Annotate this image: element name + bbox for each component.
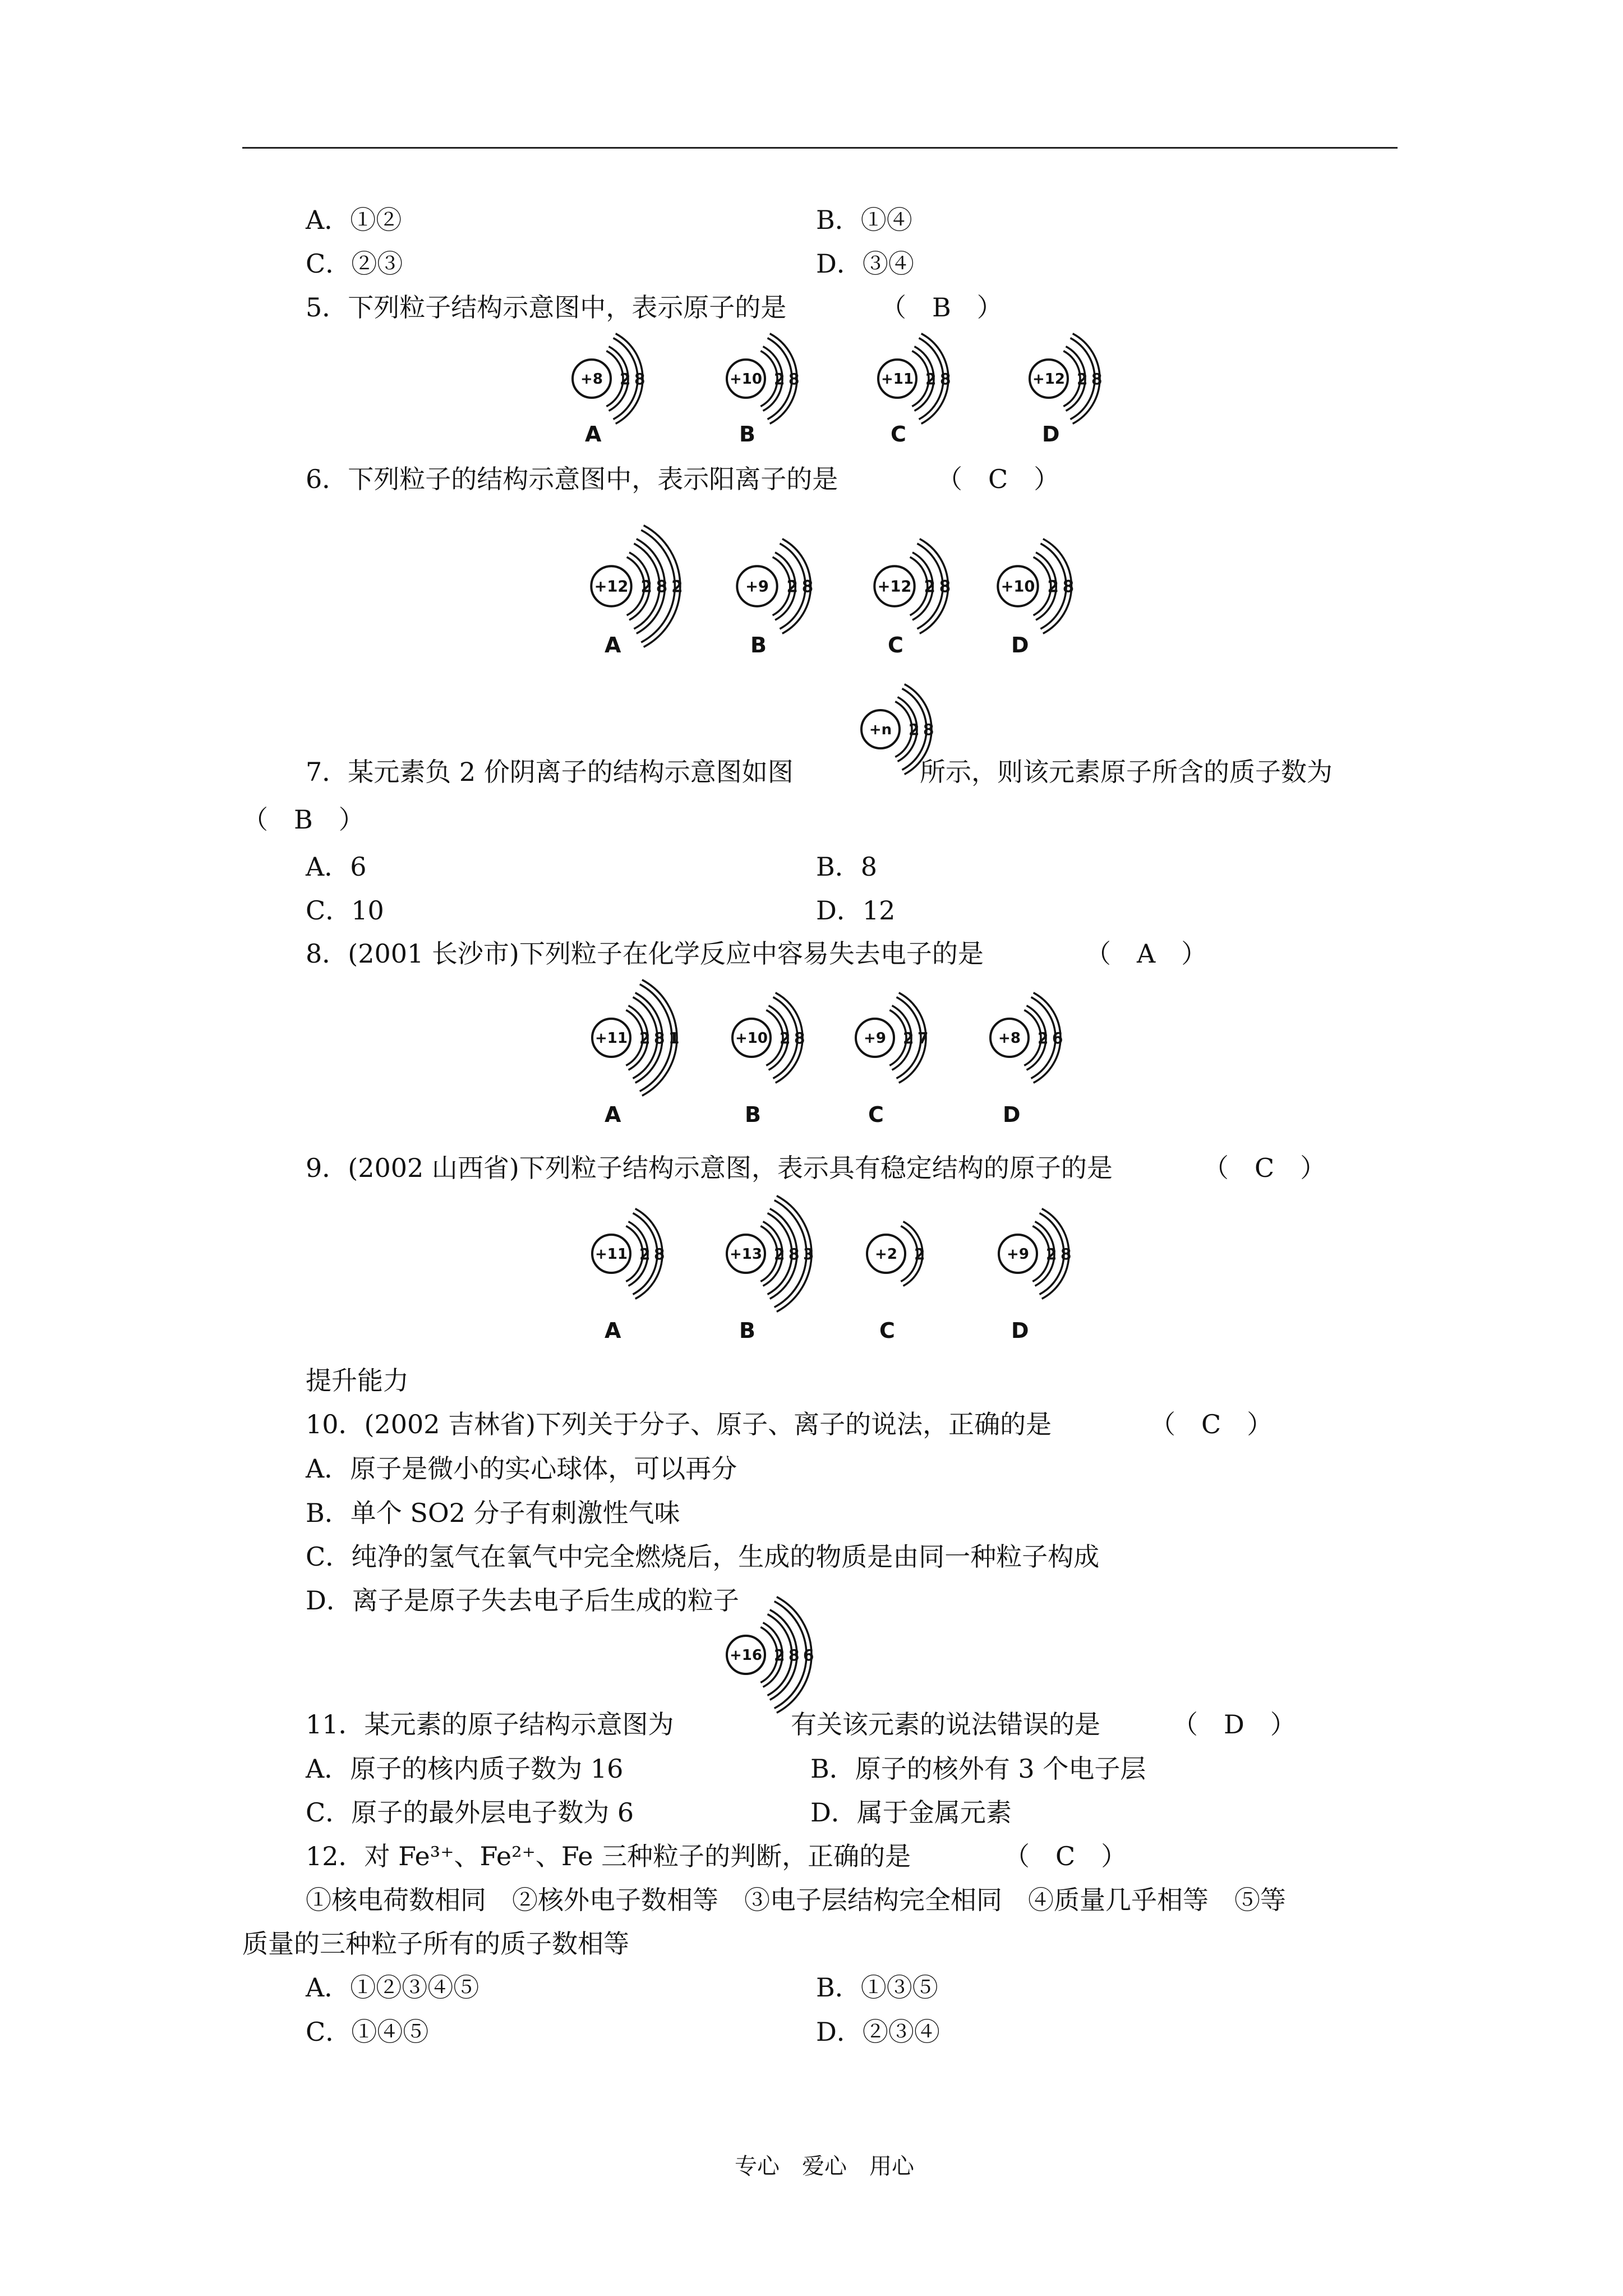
q5-atom-b-label: B [739, 422, 755, 447]
shell-electron-count: 8 [940, 370, 951, 388]
q5-stem: 5．下列粒子结构示意图中，表示原子的是 [306, 292, 787, 323]
q11-option-d: D．属于金属元素 [810, 1797, 1012, 1828]
shell-electron-count: 6 [803, 1646, 814, 1664]
shell-electron-count: 2 [903, 1029, 914, 1047]
q8-atom-a-label: A [605, 1102, 621, 1127]
q11-option-c: C．原子的最外层电子数为 6 [306, 1797, 634, 1828]
q8-answer: （ A ） [1085, 938, 1207, 969]
q9-atom-a-label: A [605, 1318, 621, 1343]
q11-atom-diagram [712, 1588, 858, 1722]
nucleus-charge: +9 [1007, 1246, 1029, 1263]
q5-atom-a-label: A [585, 422, 602, 447]
shell-electron-count: 8 [801, 577, 814, 596]
q9-atom-a-diagram [578, 1186, 723, 1321]
nucleus-charge: +11 [881, 371, 914, 388]
shell-electron-count: 2 [774, 1646, 785, 1664]
shell-electron-count: 7 [917, 1029, 929, 1047]
q11-stem-a: 11．某元素的原子结构示意图为 [306, 1709, 674, 1740]
nucleus-charge: +10 [730, 371, 762, 388]
q12-statements-line1: ①核电荷数相同 ②核外电子数相等 ③电子层结构完全相同 ④质量几乎相等 ⑤等 [306, 1885, 1286, 1915]
q5-atom-b-diagram [712, 311, 858, 446]
shell-electron-count: 8 [923, 720, 934, 739]
shell-electron-count: 8 [789, 1646, 800, 1664]
shell-electron-count: 8 [654, 1029, 665, 1047]
nucleus-charge: +16 [730, 1647, 762, 1664]
shell-electron-count: 8 [654, 1245, 665, 1263]
q9-answer: （ C ） [1203, 1153, 1326, 1183]
nucleus-charge: +n [869, 721, 892, 738]
shell-electron-count: 8 [789, 1245, 800, 1263]
nucleus-charge: +2 [875, 1246, 897, 1263]
q5-answer: （ B ） [880, 292, 1003, 323]
q6-atom-d-label: D [1011, 633, 1029, 657]
q9-atom-b-label: B [739, 1318, 755, 1343]
q9-stem: 9．(2002 山西省)下列粒子结构示意图，表示具有稳定结构的原子的是 [306, 1153, 1113, 1183]
q6-atom-c-label: C [888, 633, 903, 657]
q11-option-a: A．原子的核内质子数为 16 [306, 1754, 624, 1784]
shell-electron-count: 2 [1077, 370, 1088, 388]
q6-atom-a-label: A [605, 633, 621, 657]
q5-atom-d-label: D [1042, 422, 1060, 447]
q10-answer: （ C ） [1150, 1409, 1273, 1439]
q12-answer: （ C ） [1004, 1841, 1127, 1871]
q4-option-c: C．②③ [306, 249, 403, 279]
shell-electron-count: 1 [668, 1029, 680, 1047]
q4-option-d: D．③④ [816, 249, 914, 279]
shell-electron-count: 8 [1061, 1245, 1072, 1263]
q4-option-a: A．①② [306, 205, 402, 235]
q11-option-b: B．原子的核外有 3 个电子层 [810, 1754, 1146, 1784]
nucleus-charge: +9 [864, 1030, 886, 1047]
shell-electron-count: 8 [1091, 370, 1103, 388]
q12-option-c: C．①④⑤ [306, 2017, 429, 2047]
nucleus-charge: +12 [594, 578, 629, 596]
q11-answer: （ D ） [1172, 1709, 1296, 1740]
q5-atom-c-label: C [891, 422, 906, 447]
nucleus-charge: +8 [998, 1030, 1021, 1047]
q12-option-a: A．①②③④⑤ [306, 1972, 479, 2003]
shell-electron-count: 2 [909, 720, 920, 739]
shell-electron-count: 2 [1047, 577, 1059, 596]
q12-stem: 12．对 Fe³⁺、Fe²⁺、Fe 三种粒子的判断，正确的是 [306, 1841, 911, 1871]
q8-atom-d-label: D [1003, 1102, 1021, 1127]
shell-electron-count: 8 [656, 577, 668, 596]
nucleus-charge: +12 [1032, 371, 1065, 388]
q10-option-b: B．单个 SO2 分子有刺激性气味 [306, 1498, 680, 1528]
q6-atom-b-diagram [722, 516, 875, 657]
shell-electron-count: 2 [640, 577, 652, 596]
q9-atom-c-diagram [852, 1186, 998, 1321]
shell-electron-count: 2 [774, 370, 785, 388]
q9-atom-d-label: D [1011, 1318, 1029, 1343]
q9-atom-b-diagram [712, 1186, 858, 1321]
q7-option-b: B．8 [816, 852, 878, 882]
shell-electron-count: 2 [925, 370, 937, 388]
nucleus-charge: +8 [580, 371, 603, 388]
q8-atom-a-diagram [578, 970, 723, 1105]
q8-atom-d-diagram [976, 970, 1122, 1105]
q11-stem-b: 有关该元素的说法错误的是 [791, 1709, 1100, 1740]
q5-atom-c-diagram [864, 311, 1009, 446]
header-rule [242, 147, 1398, 149]
page-footer: 专心 爱心 用心 [735, 2154, 914, 2179]
nucleus-charge: +11 [595, 1030, 628, 1047]
q12-option-d: D．②③④ [816, 2017, 940, 2047]
section-title: 提升能力 [306, 1365, 409, 1396]
q10-option-c: C．纯净的氢气在氧气中完全燃烧后，生成的物质是由同一种粒子构成 [306, 1542, 1100, 1572]
shell-electron-count: 2 [924, 577, 935, 596]
nucleus-charge: +10 [735, 1030, 768, 1047]
q7-option-a: A．6 [306, 852, 367, 882]
q6-atom-b-label: B [750, 633, 767, 657]
nucleus-charge: +12 [877, 578, 912, 596]
shell-electron-count: 2 [1046, 1245, 1057, 1263]
q9-atom-d-diagram [984, 1186, 1130, 1321]
q6-stem: 6．下列粒子的结构示意图中，表示阳离子的是 [306, 464, 838, 494]
q10-option-d: D．离子是原子失去电子后生成的粒子 [306, 1585, 739, 1616]
shell-electron-count: 2 [774, 1245, 785, 1263]
shell-electron-count: 8 [634, 370, 645, 388]
nucleus-charge: +11 [595, 1246, 628, 1263]
q6-answer: （ C ） [937, 464, 1060, 494]
shell-electron-count: 2 [1038, 1029, 1049, 1047]
q7-stem-b: 所示，则该元素原子所含的质子数为 [920, 757, 1332, 787]
shell-electron-count: 6 [1052, 1029, 1063, 1047]
nucleus-charge: +10 [1000, 578, 1035, 596]
shell-electron-count: 8 [789, 370, 800, 388]
shell-electron-count: 8 [939, 577, 951, 596]
shell-electron-count: 2 [780, 1029, 791, 1047]
q8-atom-c-diagram [841, 970, 987, 1105]
q5-atom-a-diagram [558, 311, 704, 446]
q8-atom-b-label: B [745, 1102, 761, 1127]
shell-electron-count: 8 [1062, 577, 1075, 596]
q4-option-b: B．①④ [816, 205, 912, 235]
shell-electron-count: 2 [671, 577, 683, 596]
q7-option-c: C．10 [306, 895, 384, 926]
q7-stem-a: 7．某元素负 2 价阴离子的结构示意图如图 [306, 757, 794, 787]
q6-atom-d-diagram [983, 516, 1136, 657]
shell-electron-count: 2 [639, 1029, 651, 1047]
shell-electron-count: 8 [794, 1029, 805, 1047]
q8-stem: 8．(2001 长沙市)下列粒子在化学反应中容易失去电子的是 [306, 938, 984, 969]
shell-electron-count: 2 [914, 1245, 925, 1263]
q9-atom-c-label: C [879, 1318, 895, 1343]
q12-statements-line2: 质量的三种粒子所有的质子数相等 [242, 1929, 629, 1959]
q8-atom-c-label: C [868, 1102, 884, 1127]
q7-answer: （ B ） [242, 804, 365, 835]
shell-electron-count: 3 [803, 1245, 814, 1263]
nucleus-charge: +9 [745, 578, 769, 596]
q12-option-b: B．①③⑤ [816, 1972, 938, 2003]
shell-electron-count: 2 [639, 1245, 651, 1263]
q10-option-a: A．原子是微小的实心球体，可以再分 [306, 1453, 737, 1484]
q7-option-d: D．12 [816, 895, 896, 926]
q6-atom-a-diagram [576, 516, 729, 657]
q10-stem: 10．(2002 吉林省)下列关于分子、原子、离子的说法，正确的是 [306, 1409, 1052, 1439]
q7-atom-diagram [847, 662, 993, 797]
q5-atom-d-diagram [1015, 311, 1161, 446]
nucleus-charge: +13 [730, 1246, 762, 1263]
shell-electron-count: 2 [786, 577, 798, 596]
shell-electron-count: 2 [620, 370, 631, 388]
